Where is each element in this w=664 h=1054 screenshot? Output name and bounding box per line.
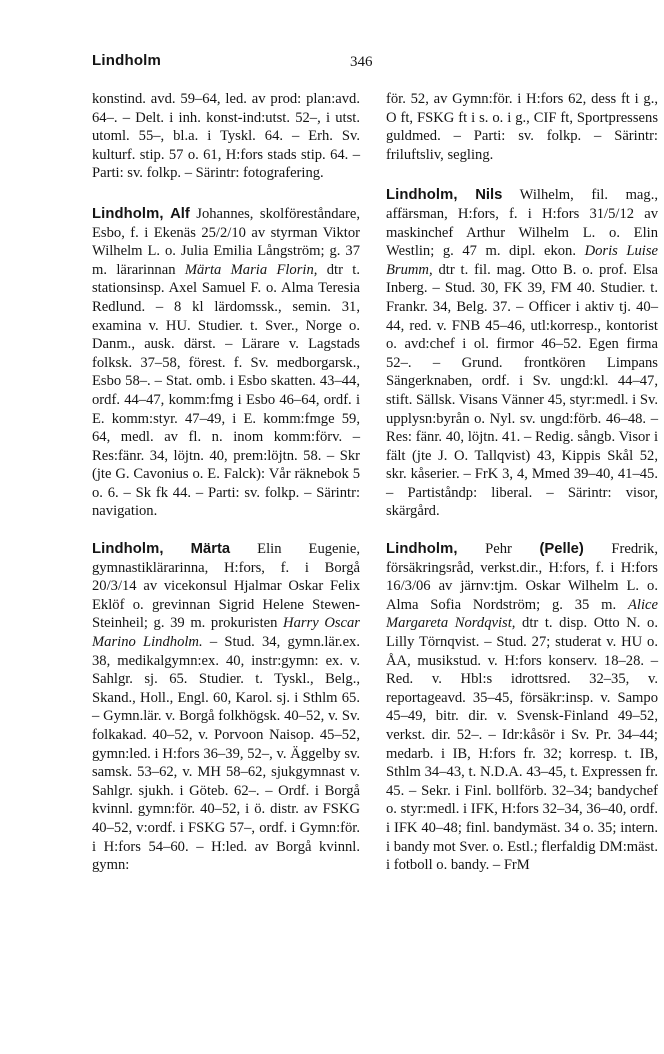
entry-continuation-left bbox=[92, 90, 360, 183]
entry-lindholm-pehr bbox=[386, 540, 658, 875]
entry-lindholm-marta bbox=[92, 540, 360, 875]
entry-lindholm-nils bbox=[386, 186, 658, 521]
entry-text: Elin Eugenie, gymnastiklärarinna, H:fors, f. i Borgå 20/3/14 av vicekonsul Hjalmar Oskar Felix Eklöf o. grevinnan Sigrid Helene Stewen-Steinheil; g. 39 m. prokuristen bbox=[92, 541, 360, 632]
entry-spouse-name: Doris Luise Brumm, bbox=[386, 243, 658, 278]
entry-surname: Lindholm, bbox=[386, 541, 458, 558]
entry-text: konstind. avd. 59–64, led. av prod: plan:avd. 64–. – Delt. i inh. konst-ind:utst. 52–, i utst. utoml. 55–, bl.a. i Tyskl. 64. – Erh. Sv. kulturf. stip. 57 o. 61, H:fors stads stip. 64. – Parti: sv. folkp. – Särintr: fotografering. bbox=[92, 91, 360, 182]
entry-given-name-plain: Pehr bbox=[457, 541, 540, 558]
entry-spouse-name: Märta Maria Florin, bbox=[184, 261, 318, 278]
entry-lindholm-alf bbox=[92, 205, 360, 521]
entry-continuation-right bbox=[386, 90, 658, 164]
entry-surname: Lindholm, bbox=[386, 187, 458, 204]
entry-given-name: (Pelle) bbox=[539, 541, 584, 558]
page-header bbox=[0, 52, 664, 80]
entry-given-name: Nils bbox=[475, 187, 503, 204]
entry-text: dtr t. disp. Otto N. o. Lilly Törnqvist. – Stud. 27; studerat v. HU o. ÅA, musikstud. v. H:fors konserv. 18–28. – Red. v. Hbl:s idrottsred. 32–35, v. reportageavd. 35–45, försäkr:insp. v. Sampo 45–49, bitr. dir. v. Svensk-Finland 49–52, verkst. dir. 52–. – Idr:kåsör i Sv. Pr. 34–44; medarb. i IB, H:fors fr. 32; korresp. t. IB, Sthlm 34–43, t. N.D.A. 43–45, t. Expressen fr. 45. – Sekr. i Finl. bollförb. 32–34; bandychef o. styr:medl. i IFK, H:fors 32–34, 36–40, ordf. i IFK 40–48; finl. bandymäst. 34 o. 35; intern. i bandy mot Sver. o. Estl.; flerfaldig DM:mäst. i fotboll o. bandy. – FrM bbox=[386, 615, 659, 874]
running-title: Lindholm bbox=[92, 52, 162, 69]
entry-text: för. 52, av Gymn:för. i H:fors 62, dess ft i g., O ft, FSKG ft i s. o. i g., CIF ft, Sportpressens guldmed. – Parti: sv. folkp. – Särintr: friluftsliv, segling. bbox=[386, 91, 658, 163]
entry-surname: Lindholm, bbox=[92, 541, 164, 558]
left-column bbox=[92, 90, 360, 894]
entry-spouse-name: Harry Oscar Marino Lindholm. bbox=[92, 615, 360, 651]
page-number: 346 bbox=[350, 54, 373, 70]
entry-given-name: Alf bbox=[170, 205, 190, 222]
entry-surname: Lindholm, bbox=[92, 205, 164, 222]
entry-text: – Stud. 34, gymn.lär.ex. 38, medikalgymn:ex. 40, instr:gymn: ex. v. Sahlgr. sj. 65. Studier. t. Tyskl., Belg., Skand., Holl., Engl. 60, Karol. sj. i Sthlm 65. – Gymn.lär. v. Borgå folkhögsk. 40–52, v. Sv. folkakad. 40–52, v. Porvoon Naisop. 45–52, gymn:led. i H:fors 36–39, 52–, v. Äggelby sv. samsk. 53–62, v. MH 58–62, sjukgymnast v. Sahlgr. sjukh. i Göteb. 62–. – Ordf. i Borgå kvinnl. gymn:för. 40–52, i ö. distr. av FSKG 40–52, v:ordf. i FSKG 57–, ordf. i Gymn:för. i H:fors 54–60. – H:led. av Borgå kvinnl. gymn: bbox=[92, 634, 360, 874]
entry-text: Wilhelm, fil. mag., affärsman, H:fors, f. i H:fors 31/5/12 av maskinchef Arthur Wilhelm L. o. Elin Westlin; g. 47 m. dipl. ekon. bbox=[386, 187, 658, 260]
entry-text: Johannes, skolföreståndare, Esbo, f. i Ekenäs 25/2/10 av styrman Viktor Wilhelm L. o. Julia Emilia Långström; g. 37 m. lärarinnan bbox=[92, 205, 360, 278]
entry-text: dtr t. stationsinsp. Axel Samuel F. o. Alma Teresia Redlund. – 8 kl lärdomssk., semin. 31, examina v. HU. Studier. t. Sver., Norge o. Danm., ausk. därst. – Lärare v. Lagstads folksk. 37–58, förest. f. Sv. medborgarsk., Esbo 58–. – Stat. omb. i Esbo skatten. 43–44, ordf. 44–47, komm:fmg i Esbo 46–64, ordf. i E. komm:styr. 47–49, i E. komm:fmge 59, 64, medl. av fl. n. inom komm:förv. – Res:fänr. 34, löjtn. 40, prem:löjtn. 58. – Skr (jte G. Cavonius o. E. Falck): Vår räknebok 5 o. 6. – Sk fk 44. – Parti: sv. folkp. – Särintr: navigation. bbox=[92, 261, 361, 520]
entry-text: Fredrik, försäkringsråd, verkst.dir., H:fors, f. i H:fors 16/3/06 av järnv:tjm. Oskar Wilhelm L. o. Alma Sofia Nordström; g. 35 m. bbox=[386, 541, 658, 613]
right-column bbox=[386, 90, 658, 894]
entry-text: dtr t. fil. mag. Otto B. o. prof. Elsa Inberg. – Stud. 30, FK 39, FM 40. Studier. t. Frankr. 34, Belg. 37. – Officer i aktiv tj. 40–44, red. v. FNB 45–46, utl:korresp., kontorist o. avd:chef i ol. firmor 46–52. Egen firma 52–. – Grund. frontkören Limpans Sängerknaben, ordf. i Sv. ungd:kl. 44–47, stift. Sällsk. Visans Vänner 45, styr:medl. i Sv. upplysn:byrån o. Nyl. sv. ungd:förb. 46–48. – Res: fänr. 40, löjtn. 41. – Redig. sångb. Visor i fält (jte J. O. Tallqvist) 43, Kippis Skål 52, skr. kåserier. – FrK 3, 4, Mmed 39–40, 41–45. – Partiståndp: liberal. – Särintr: visor, skärgård. bbox=[386, 261, 658, 520]
entry-spouse-name: Alice Margareta Nordqvist, bbox=[386, 596, 658, 632]
entry-given-name: Märta bbox=[190, 541, 231, 558]
